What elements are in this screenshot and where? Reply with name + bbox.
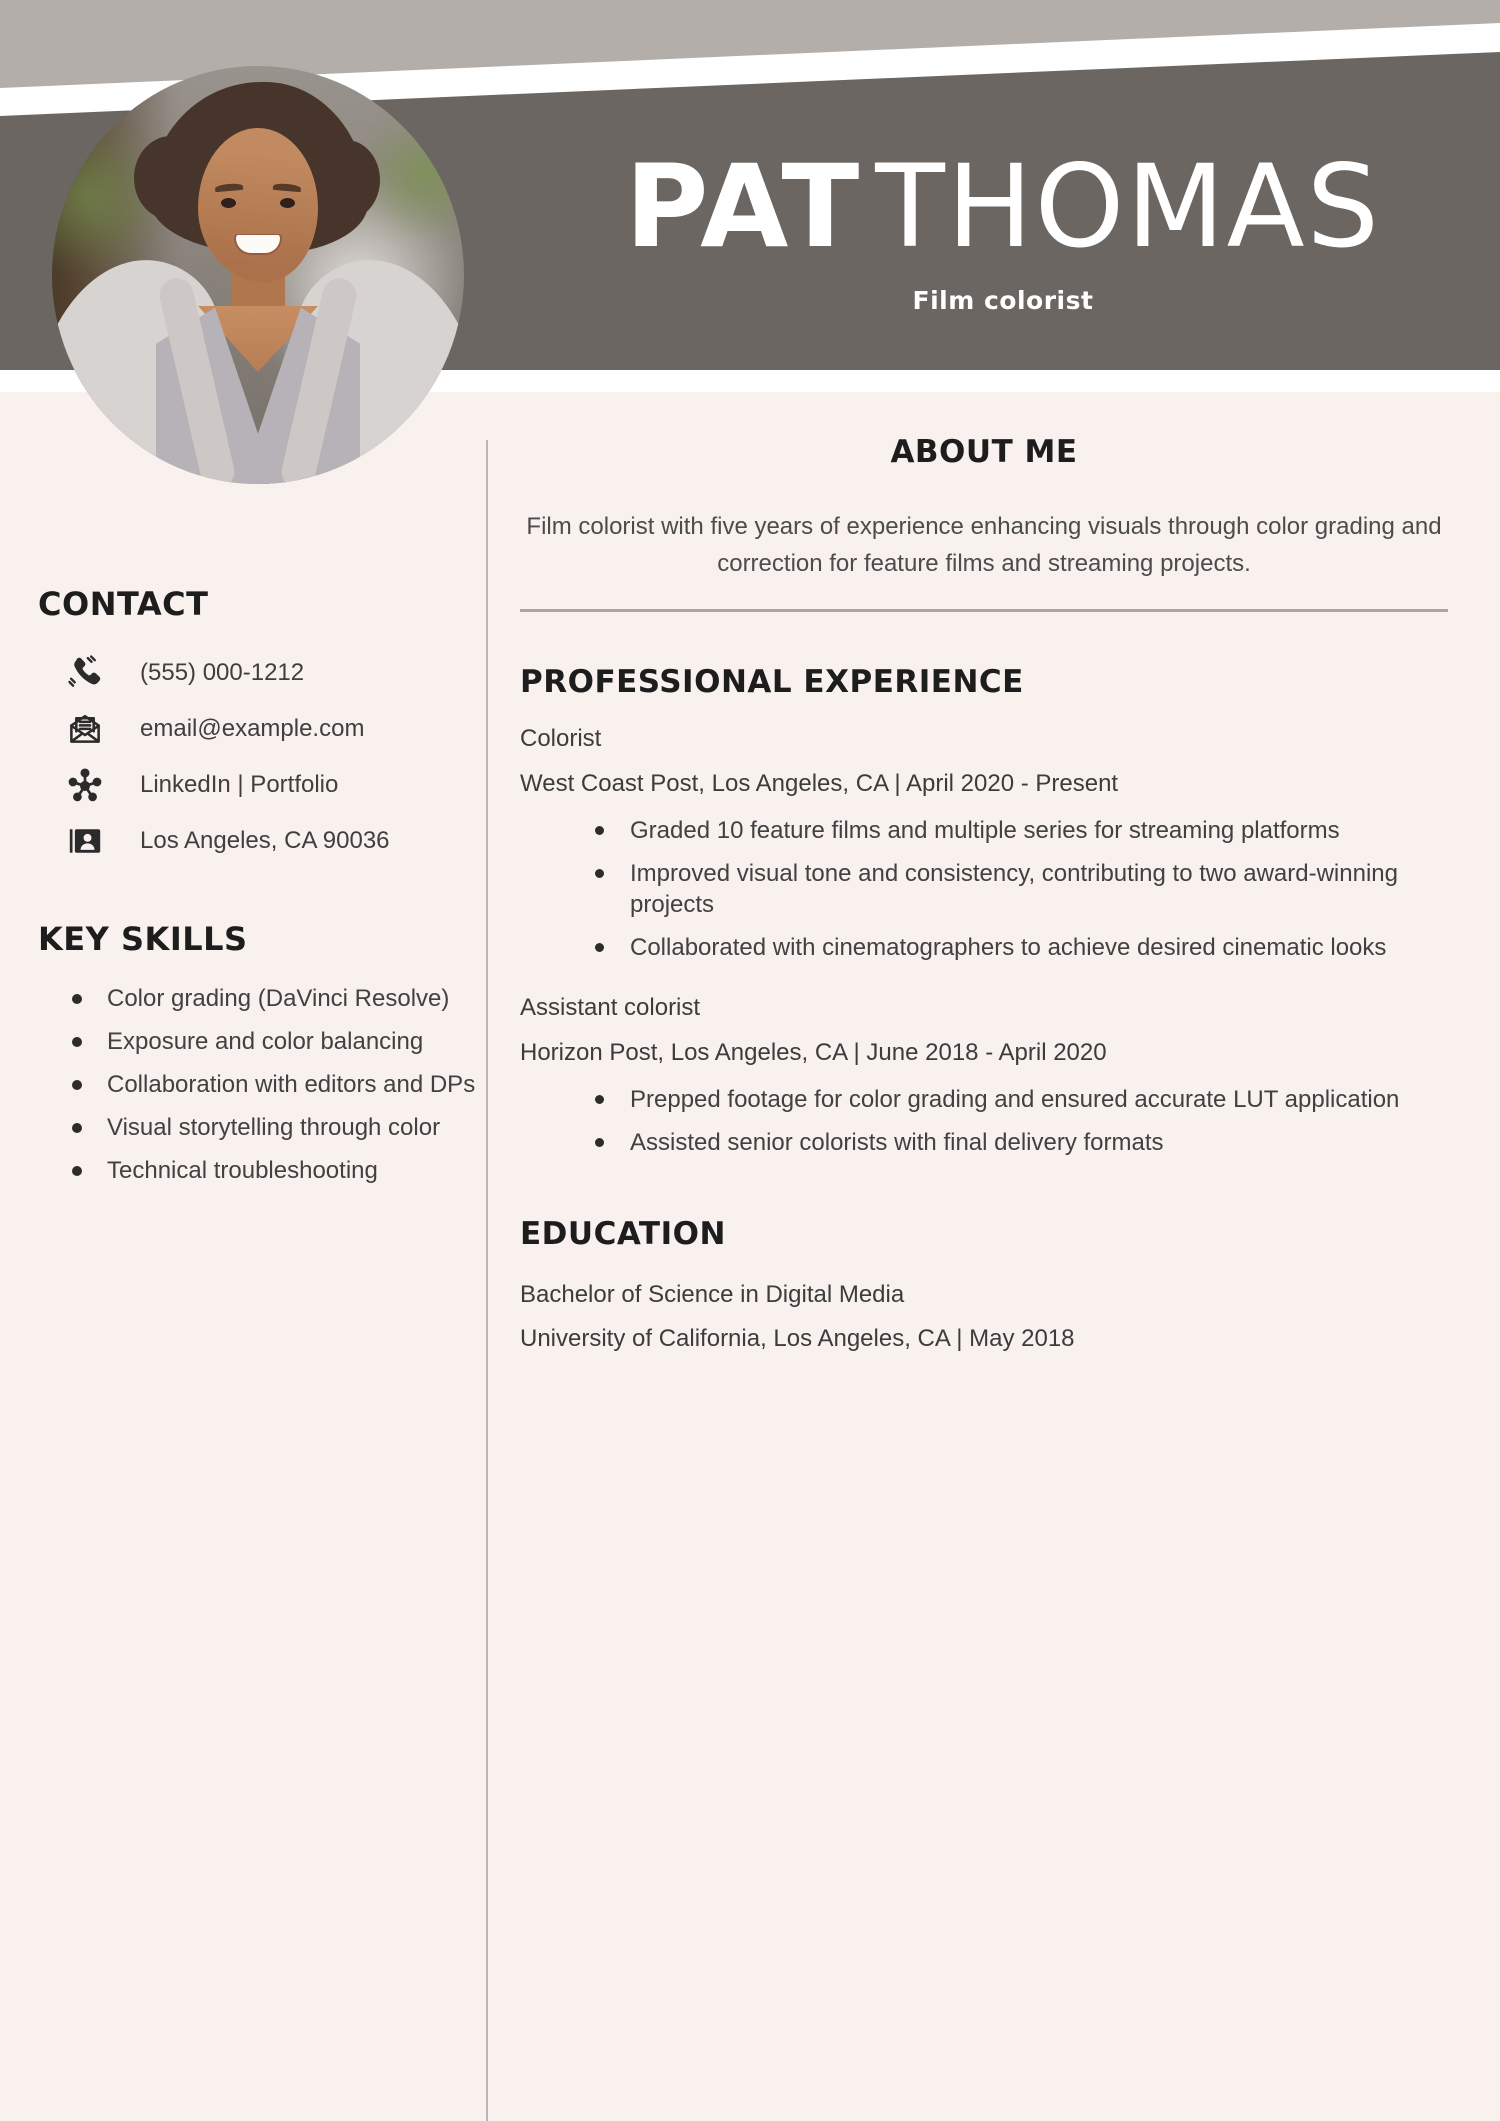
eyebrow-left <box>215 183 244 192</box>
profile-photo <box>52 66 464 484</box>
eyebrow-right <box>273 183 302 192</box>
skill-text: Technical troubleshooting <box>107 1157 378 1184</box>
bullet-dot <box>72 1123 82 1133</box>
skill-text: Exposure and color balancing <box>107 1028 424 1055</box>
face <box>198 128 318 282</box>
bullet-text: Collaborated with cinematographers to achieve desired cinematic looks <box>630 934 1387 961</box>
address-card-icon <box>66 822 104 860</box>
skills-heading: KEY SKILLS <box>38 920 248 958</box>
bullet-dot <box>72 994 82 1004</box>
skill-item <box>38 1027 478 1057</box>
page-title <box>520 140 1486 273</box>
contact-value: Los Angeles, CA 90036 <box>140 827 390 854</box>
skill-item <box>38 1113 478 1143</box>
network-icon <box>66 766 104 804</box>
job <box>520 993 1448 1158</box>
eye-left <box>221 198 236 208</box>
first-name: PAT <box>624 140 862 273</box>
job-bullet <box>520 1084 1448 1115</box>
job-bullet <box>520 1127 1448 1158</box>
bullet-dot <box>595 943 604 952</box>
section-divider <box>520 609 1448 612</box>
person-portrait <box>52 66 464 484</box>
bullet-dot <box>72 1166 82 1176</box>
job-bullet <box>520 858 1448 920</box>
job-bullet <box>520 932 1448 963</box>
job <box>520 724 1448 963</box>
job-bullets <box>520 815 1448 963</box>
bullet-dot <box>595 1095 604 1104</box>
about-heading: ABOUT ME <box>890 434 1078 470</box>
job-bullet <box>520 815 1448 846</box>
bullet-dot <box>595 1138 604 1147</box>
smile <box>234 234 282 255</box>
contact-item-email <box>38 707 478 751</box>
contact-value: LinkedIn | Portfolio <box>140 771 339 798</box>
bullet-dot <box>72 1037 82 1047</box>
education-heading: EDUCATION <box>520 1216 726 1252</box>
skill-item <box>38 984 478 1014</box>
skill-item <box>38 1070 478 1100</box>
bullet-text: Improved visual tone and consistency, contributing to two award-winning projects <box>630 860 1398 918</box>
contact-heading: CONTACT <box>38 585 209 623</box>
bullet-text: Assisted senior colorists with final delivery formats <box>630 1129 1164 1156</box>
education-degree: Bachelor of Science in Digital Media <box>520 1281 905 1308</box>
contact-value: (555) 000-1212 <box>140 659 305 686</box>
skill-item <box>38 1156 478 1186</box>
eye-right <box>280 198 295 208</box>
last-name: THOMAS <box>875 140 1382 273</box>
education-school-line: University of California, Los Angeles, CA | May 2018 <box>520 1325 1075 1352</box>
phone-icon <box>66 654 104 692</box>
contact-value: email@example.com <box>140 715 365 742</box>
bullet-text: Prepped footage for color grading and ensured accurate LUT application <box>630 1086 1400 1113</box>
bullet-dot <box>595 869 604 878</box>
about-text: Film colorist with five years of experience enhancing visuals through color grading and correction for feature films and streaming projects. <box>526 513 1442 577</box>
job-bullets <box>520 1084 1448 1158</box>
header-text <box>520 140 1486 315</box>
skills-list <box>38 984 478 1186</box>
email-icon <box>66 710 104 748</box>
left-column <box>38 586 478 1199</box>
column-divider <box>486 440 488 2121</box>
job-company-line: Horizon Post, Los Angeles, CA | June 2018 - April 2020 <box>520 1039 1107 1066</box>
job-company-line: West Coast Post, Los Angeles, CA | April 2020 - Present <box>520 770 1119 797</box>
contact-item-phone <box>38 651 478 695</box>
skill-text: Color grading (DaVinci Resolve) <box>107 985 450 1012</box>
contact-item-links <box>38 763 478 807</box>
right-column <box>520 420 1448 1354</box>
job-title: Colorist <box>520 725 602 752</box>
job-title: Assistant colorist <box>520 994 701 1021</box>
skill-text: Visual storytelling through color <box>107 1114 441 1141</box>
bullet-dot <box>595 826 604 835</box>
role-subtitle: Film colorist <box>912 286 1094 315</box>
experience-heading: PROFESSIONAL EXPERIENCE <box>520 664 1024 700</box>
bullet-dot <box>72 1080 82 1090</box>
contact-item-location <box>38 819 478 863</box>
contact-list <box>38 651 478 863</box>
bullet-text: Graded 10 feature films and multiple series for streaming platforms <box>630 817 1340 844</box>
skill-text: Collaboration with editors and DPs <box>107 1071 476 1098</box>
